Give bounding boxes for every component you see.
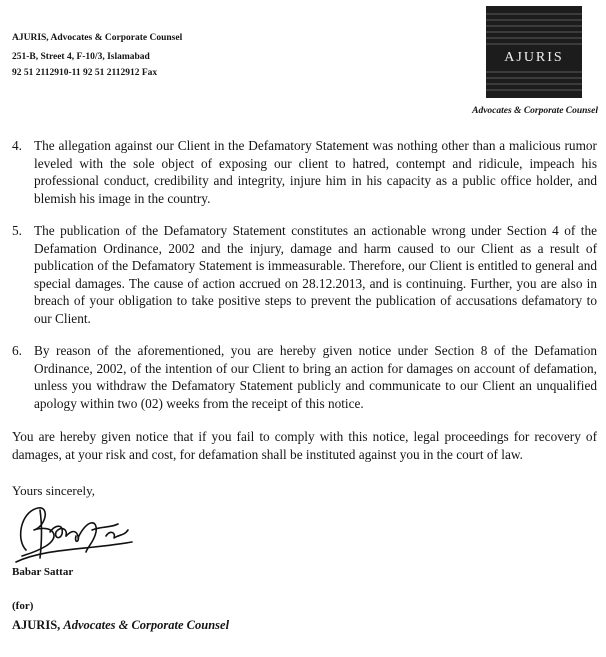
- paragraph-5: The publication of the Defamatory Statement constitutes an actionable wrong under Section 4 of the Defamation Ordinance, 2002 and the injury, damage and harm caused to our Client as a result of publication of the Defamatory Statement is immeasurable. Therefore, our Client is entitled to general and special damages. The cause of action accrued on 28.12.2013, and is continuing. Further, you are also in breach of your obligation to take positive steps to prevent the publication of accusations defamatory to our Client.: [34, 223, 597, 326]
- paragraph-4: The allegation against our Client in the Defamatory Statement was nothing other than a malicious rumor leveled with the sole object of exposing our client to hatred, contempt and ridicule, impeach his professional conduct, credibility and integrity, injure him in his capacity as a public office holder, and blemish his image in the country.: [34, 138, 597, 206]
- notice-paragraph: You are hereby given notice that if you fail to comply with this notice, legal proceedings for recovery of damages, at your risk and cost, for defamation shall be instituted against you in the court of law.: [12, 429, 597, 462]
- closing-salutation: Yours sincerely,: [12, 483, 96, 498]
- letterhead-tagline: Advocates & Corporate Counsel: [472, 106, 598, 116]
- for-label: (for): [12, 600, 34, 612]
- letterhead-firm-line: AJURIS, Advocates & Corporate Counsel: [12, 33, 183, 43]
- firm-signature-line: [12, 618, 229, 633]
- paragraph-4-number: 4.: [12, 138, 22, 153]
- paragraph-6-number: 6.: [12, 343, 22, 358]
- logo-wordmark: AJURIS: [504, 50, 564, 65]
- letterhead-phones: 92 51 2112910-11 92 51 2112912 Fax: [12, 68, 158, 78]
- letterhead-address: 251-B, Street 4, F-10/3, Islamabad: [12, 52, 150, 62]
- paragraph-6: By reason of the aforementioned, you are hereby given notice under Section 8 of the Defamation Ordinance, 2002, of the intention of our Client to bring an action for damages on account of defamation, unless you withdraw the Defamatory Statement publicly and communicate to our Client an unqualified apology within two (02) weeks from the receipt of this notice.: [34, 343, 597, 411]
- paragraph-5-number: 5.: [12, 223, 22, 238]
- letterhead-address-block: [12, 30, 182, 81]
- firm-suffix: Advocates & Corporate Counsel: [63, 618, 230, 632]
- ajuris-logo: [486, 6, 582, 98]
- firm-name: AJURIS,: [12, 618, 61, 632]
- signer-name: Babar Sattar: [12, 566, 74, 578]
